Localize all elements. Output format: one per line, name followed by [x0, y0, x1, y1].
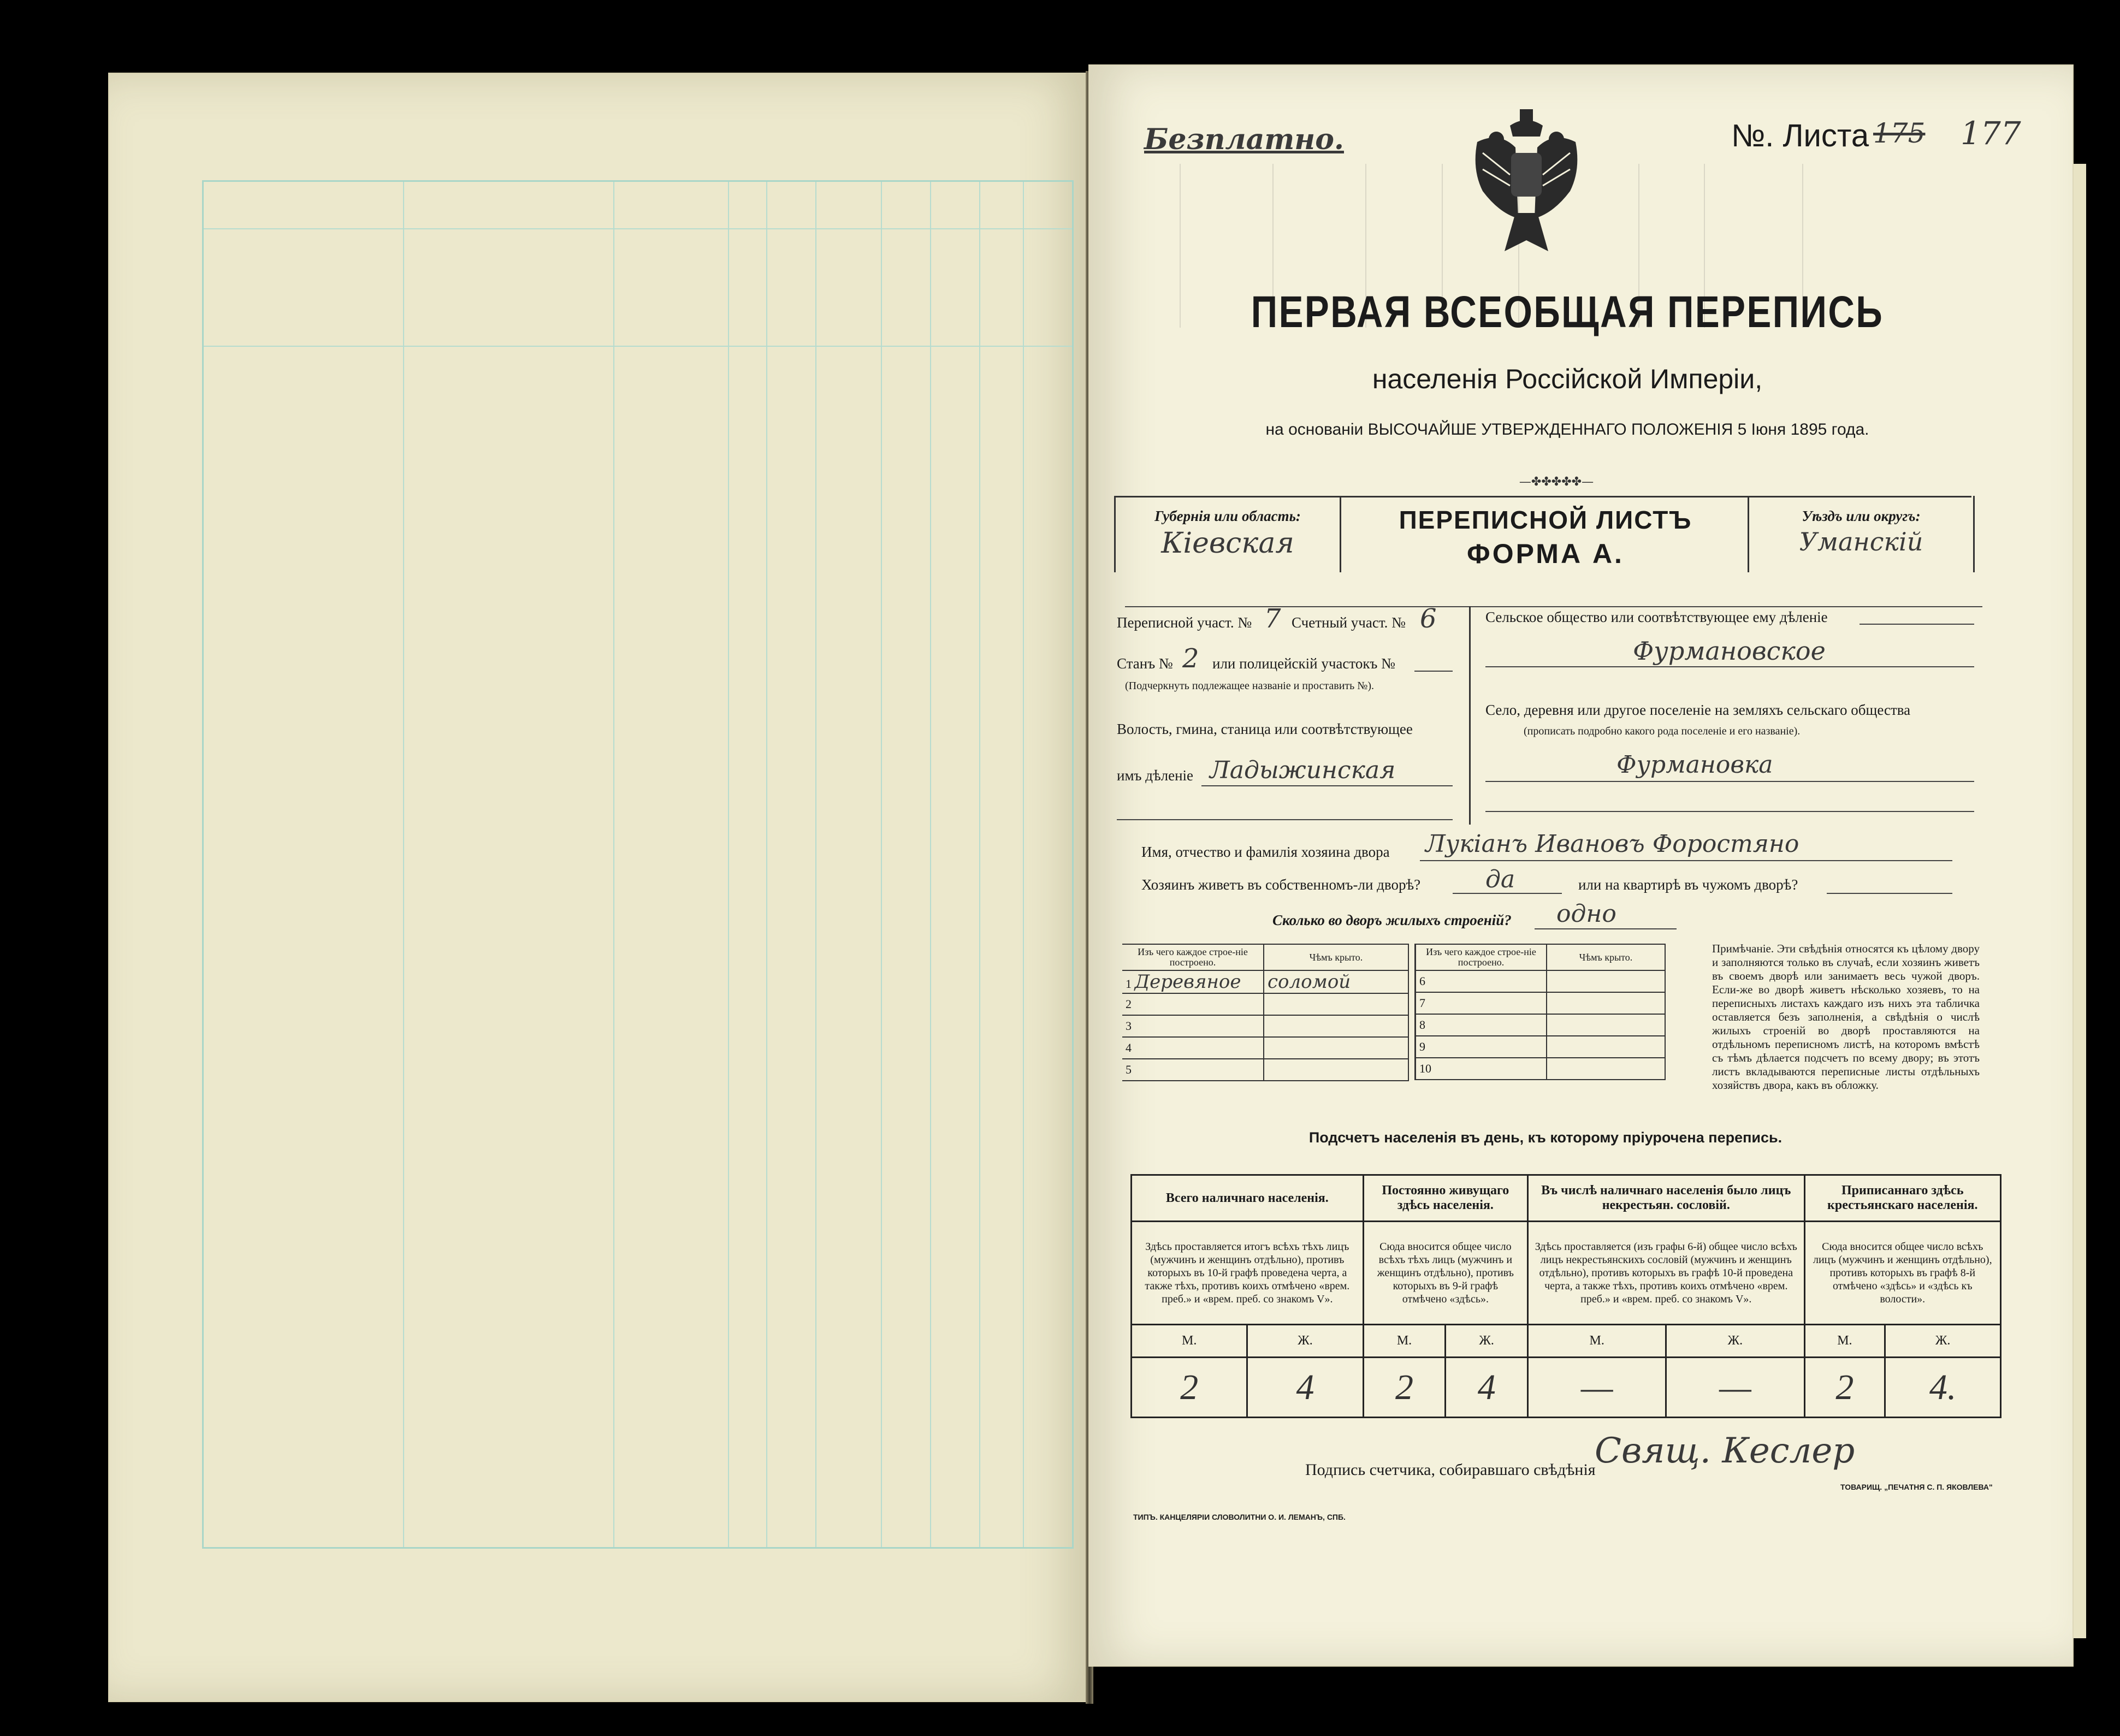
roof-value: соломой: [1264, 970, 1408, 993]
resident-male-value: 2: [1363, 1358, 1446, 1418]
ornament-divider: —✤✤✤✤✤—: [1519, 475, 1594, 489]
female-label: Ж.: [1247, 1325, 1363, 1358]
guberniya-value: Кіевская: [1161, 527, 1294, 560]
buildings-col-roof-2: Чѣмъ крыто.: [1547, 944, 1665, 970]
owner-own-value: да: [1485, 866, 1515, 893]
location-top-rule: [1125, 606, 1982, 607]
uezd-value: Уманскій: [1799, 527, 1923, 556]
row-number: 9: [1416, 1036, 1547, 1058]
row-number: 3: [1122, 1015, 1264, 1037]
volost-field-2: [1117, 819, 1453, 820]
total-female-value: 4: [1247, 1358, 1363, 1418]
volost-label: Волость, гмина, станица или соотвѣтствующее: [1117, 721, 1413, 737]
society-field-2: [1485, 666, 1974, 667]
census-district-label: Переписной участ. №: [1117, 614, 1252, 631]
buildings-count-value: одно: [1556, 900, 1616, 928]
count-district-value: 6: [1420, 603, 1437, 634]
male-label: М.: [1363, 1325, 1446, 1358]
owner-name-field: [1420, 860, 1952, 861]
form-title-line2: ФОРМА А.: [1467, 538, 1624, 569]
signature-value: Свящ. Кеслер: [1595, 1431, 1855, 1471]
peasant-male-value: 2: [1804, 1358, 1885, 1418]
sheet-number-label: №. Листа: [1731, 118, 1869, 153]
total-male-value: 2: [1132, 1358, 1247, 1418]
pop-col-desc: Сюда вносится общее число всѣхъ лицъ (мужчинъ и женщинъ отдѣльно), противъ которыхъ въ графѣ 8-й отмѣчено «здѣсь» и «здѣсь къ волости».: [1804, 1222, 2000, 1325]
owner-rent-field: [1827, 893, 1952, 894]
buildings-col-roof: Чѣмъ крыто.: [1264, 944, 1408, 970]
row-number: 2: [1122, 993, 1264, 1015]
table-row: [1122, 1059, 1408, 1081]
village-note: (прописать подробно какого рода поселеніе и его названіе).: [1524, 725, 1801, 737]
female-label: Ж.: [1666, 1325, 1804, 1358]
stan-value: 2: [1182, 643, 1199, 674]
printer-left: ТИПЪ. КАНЦЕЛЯРІИ СЛОВОЛИТНИ О. И. ЛЕМАНЪ, СПБ.: [1133, 1513, 1346, 1521]
police-district-label: или полицейскій участокъ №: [1212, 655, 1395, 672]
female-label: Ж.: [1446, 1325, 1528, 1358]
table-row: [1122, 1037, 1408, 1059]
male-label: М.: [1528, 1325, 1666, 1358]
printer-right: ТОВАРИЩ. „ПЕЧАТНЯ С. П. ЯКОВЛЕВА": [1840, 1483, 1993, 1491]
table-row: [1122, 993, 1408, 1015]
village-label: Село, деревня или другое поселеніе на земляхъ сельскаго общества: [1485, 702, 1911, 718]
row-number: 7: [1416, 992, 1547, 1014]
owner-name-label: Имя, отчество и фамилія хозяина двора: [1141, 844, 1390, 860]
police-district-field: [1414, 671, 1453, 672]
table-row: [1416, 1058, 1666, 1080]
non-peasant-female-value: —: [1666, 1358, 1804, 1418]
pop-col-header: Въ числѣ наличнаго населенія было лицъ некрестьян. сословій.: [1528, 1175, 1805, 1222]
buildings-count-field: [1535, 928, 1677, 929]
row-number: 5: [1122, 1059, 1264, 1081]
non-peasant-male-value: —: [1528, 1358, 1666, 1418]
buildings-table-left: [1122, 944, 1409, 1081]
row-number: 10: [1416, 1058, 1547, 1080]
buildings-col-material-2: Изъ чего каждое строе-ніе построено.: [1416, 944, 1547, 970]
table-row: [1416, 1036, 1666, 1058]
double-headed-eagle-emblem: [1466, 109, 1586, 268]
guberniya-label: Губернія или область:: [1154, 508, 1301, 524]
uezd-box: [1748, 496, 1975, 572]
material-value: Деревяное: [1134, 971, 1241, 993]
row-number: 6: [1416, 970, 1547, 992]
volost-value: Ладыжинская: [1210, 756, 1396, 784]
pop-col-header: Приписаннаго здѣсь крестьянскаго населенія.: [1804, 1175, 2000, 1222]
sheet-number-crossed: 175: [1873, 117, 1926, 149]
table-row: [1416, 1014, 1666, 1036]
village-value: Фурмановка: [1616, 751, 1773, 779]
owner-own-field: [1453, 893, 1562, 894]
location-divider: [1469, 606, 1471, 825]
guberniya-box: [1114, 496, 1341, 572]
census-basis: на основаніи ВЫСОЧАЙШЕ УТВЕРЖДЕННАГО ПОЛОЖЕНІЯ 5 Іюня 1895 года.: [1265, 420, 1869, 439]
uezd-label: Уѣздъ или округъ:: [1802, 508, 1921, 524]
pop-col-desc: Здѣсь проставляется (изъ графы 6-й) общее число всѣхъ лицъ некрестьянскихъ сословій (мужчинъ и женщинъ отдѣльно), противъ которыхъ въ графѣ 10-й проведена черта, а также тѣхъ, противъ коихъ отмѣчено «врем. преб.» и «врем. преб. со знакомъ V».: [1528, 1222, 1805, 1325]
table-row: [1416, 992, 1666, 1014]
signature-label: Подпись счетчика, собиравшаго свѣдѣнія: [1305, 1461, 1596, 1479]
owner-rent-label: или на квартирѣ въ чужомъ дворѣ?: [1578, 876, 1798, 893]
pop-col-desc: Сюда вносится общее число всѣхъ тѣхъ лицъ (мужчинъ и женщинъ отдѣльно), противъ которыхъ въ 9-й графѣ отмѣчено «здѣсь».: [1363, 1222, 1527, 1325]
society-field: [1860, 624, 1974, 625]
left-page-ruled-grid: [202, 180, 1074, 1549]
table-row: [1416, 970, 1666, 992]
census-district-value: 7: [1264, 603, 1281, 634]
peasant-female-value: 4.: [1885, 1358, 2001, 1418]
table-row: [1122, 970, 1408, 993]
buildings-table-right: [1414, 944, 1666, 1080]
sheet-number-value: 177: [1961, 115, 2021, 152]
census-title: ПЕРВАЯ ВСЕОБЩАЯ ПЕРЕПИСЬ: [1251, 287, 1884, 337]
buildings-count-label: Сколько во дворъ жилыхъ строеній?: [1272, 912, 1512, 928]
pop-col-header: Всего наличнаго населенія.: [1132, 1175, 1364, 1222]
form-title-line1: ПЕРЕПИСНОЙ ЛИСТЪ: [1399, 506, 1692, 534]
owner-own-label: Хозяинъ живетъ въ собственномъ-ли дворѣ?: [1141, 876, 1421, 893]
table-row: [1122, 1015, 1408, 1037]
free-label: Безплатно.: [1144, 123, 1344, 156]
row-number: 8: [1416, 1014, 1547, 1036]
row-number: 1: [1126, 977, 1132, 991]
village-field: [1485, 781, 1974, 782]
society-label: Сельское общество или соотвѣтствующее ему дѣленіе: [1485, 609, 1828, 625]
row-number: 4: [1122, 1037, 1264, 1059]
male-label: М.: [1804, 1325, 1885, 1358]
owner-name-value: Лукіанъ Ивановъ Форостяно: [1425, 830, 1799, 858]
census-subtitle: населенія Россійской Имперіи,: [1372, 364, 1763, 394]
volost-label-2: имъ дѣленіе: [1117, 767, 1194, 784]
pop-col-header: Постоянно живущаго здѣсь населенія.: [1363, 1175, 1527, 1222]
resident-female-value: 4: [1446, 1358, 1528, 1418]
pop-col-desc: Здѣсь проставляется итогъ всѣхъ тѣхъ лицъ (мужчинъ и женщинъ отдѣльно), противъ которыхъ въ 10-й графѣ проведена черта, а также тѣхъ, противъ коихъ отмѣчено «врем. преб.» и «врем. преб. со знакомъ V».: [1132, 1222, 1364, 1325]
village-field-2: [1485, 811, 1974, 812]
stan-note: (Подчеркнуть подлежащее названіе и проставить №).: [1125, 680, 1374, 692]
count-district-label: Счетный участ. №: [1292, 614, 1406, 631]
population-title: Подсчетъ населенія въ день, къ которому пріурочена перепись.: [1308, 1129, 1783, 1146]
population-table: [1130, 1174, 2001, 1418]
volost-field: [1201, 785, 1453, 786]
buildings-col-material: Изъ чего каждое строе-ніе построено.: [1122, 944, 1264, 970]
society-value: Фурмановское: [1633, 636, 1826, 666]
male-label: М.: [1132, 1325, 1247, 1358]
stan-label: Станъ №: [1117, 655, 1173, 672]
female-label: Ж.: [1885, 1325, 2001, 1358]
note-text: Примѣчаніе. Эти свѣдѣнія относятся къ цѣлому двору и заполняются только въ случаѣ, если хозяинъ живетъ въ своемъ дворѣ или занимаетъ весь чужой дворъ. Если-же во дворѣ живетъ нѣсколько хозяевъ, то на переписныхъ листахъ каждаго изъ нихъ эта табличка оставляется безъ заполненія, а свѣдѣнія о числѣ жилыхъ строеній во дворѣ проставляются на отдѣльномъ переписномъ листѣ, на которомъ вмѣстѣ съ тѣмъ дѣлается подсчетъ по всему двору; въ этотъ листъ вкладываются переписные листы отдѣльныхъ хозяйствъ двора, какъ въ обложку.: [1712, 942, 1980, 1092]
